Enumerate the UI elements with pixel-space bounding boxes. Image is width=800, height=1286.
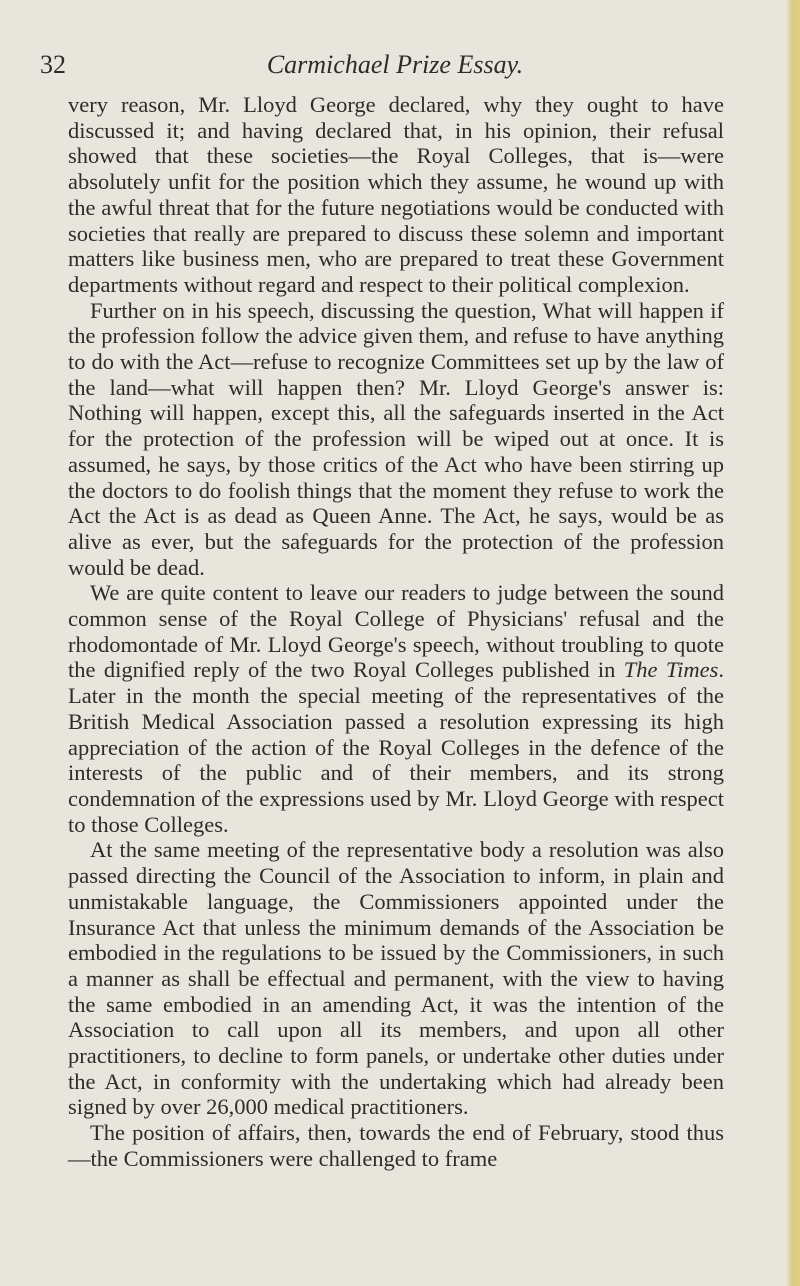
italic-title: The Times bbox=[623, 657, 719, 683]
paragraph-text: very reason, Mr. Lloyd George declared, why they ought to have discussed it; and having declared that, in his opinion, their refusal showed that these societies—the Royal Colleges, that is—were absolutely unfit for the position which they assume, he wound up with the awful threat that for the future negotiations would be conducted with societies that really are prepared to discuss these solemn and important matters like business men, who are prepared to treat these Government departments without regard and respect to their political complexion. bbox=[68, 92, 724, 297]
paragraph bbox=[68, 1120, 724, 1171]
paragraph-text: Further on in his speech, discussing the question, What will happen if the profession follow the advice given them, and refuse to have anything to do with the Act—refuse to recognize Committees set up by the law of the land—what will happen then? Mr. Lloyd George's answer is: Nothing will happen, except this, all the safeguards inserted in the Act for the protection of the profession will be wiped out at once. It is assumed, he says, by those critics of the Act who have been stirring up the doctors to do foolish things that the moment they refuse to work the Act the Act is as dead as Queen Anne. The Act, he says, would be as alive as ever, but the safeguards for the protection of the profession would be dead. bbox=[68, 297, 724, 580]
paragraph bbox=[68, 298, 724, 581]
paragraph-text: At the same meeting of the representative body a resolution was also passed directing the Council of the Association to inform, in plain and unmistakable language, the Commissioners appointed under the Insurance Act that unless the minimum demands of the Association be embodied in the regulations to be issued by the Commissioners, in such a manner as shall be effectual and permanent, with the view to having the same embodied in an amending Act, it was the intention of the Association to call upon all its members, and upon all other practitioners, to decline to form panels, or undertake other duties under the Act, in conformity with the undertaking which had already been signed by over 26,000 medical practitioners. bbox=[68, 837, 724, 1120]
paragraph-text: We are quite content to leave our readers to judge between the sound common sense of the Royal College of Physicians' refusal and the rhodomontade of Mr. Lloyd George's speech, without troubling to quote the dignified reply of the two Royal Colleges published in bbox=[68, 580, 724, 683]
page-header bbox=[40, 50, 720, 80]
paragraph-text: . Later in the month the special meeting of the representatives of the British Medical Association passed a resolution expressing its high appreciation of the action of the Royal Colleges in the defence of the interests of the public and of their members, and its strong condemnation of the expressions used by Mr. Lloyd George with respect to those Colleges. bbox=[68, 657, 724, 837]
page-edge bbox=[786, 0, 800, 1286]
paragraph bbox=[68, 580, 724, 837]
body-text bbox=[68, 92, 724, 1172]
paragraph bbox=[68, 92, 724, 298]
page-number: 32 bbox=[40, 50, 66, 79]
running-title: Carmichael Prize Essay. bbox=[266, 50, 524, 79]
paragraph-text: The position of affairs, then, towards the end of February, stood thus—the Commissioners were challenged to frame bbox=[68, 1120, 724, 1171]
paragraph bbox=[68, 837, 724, 1120]
